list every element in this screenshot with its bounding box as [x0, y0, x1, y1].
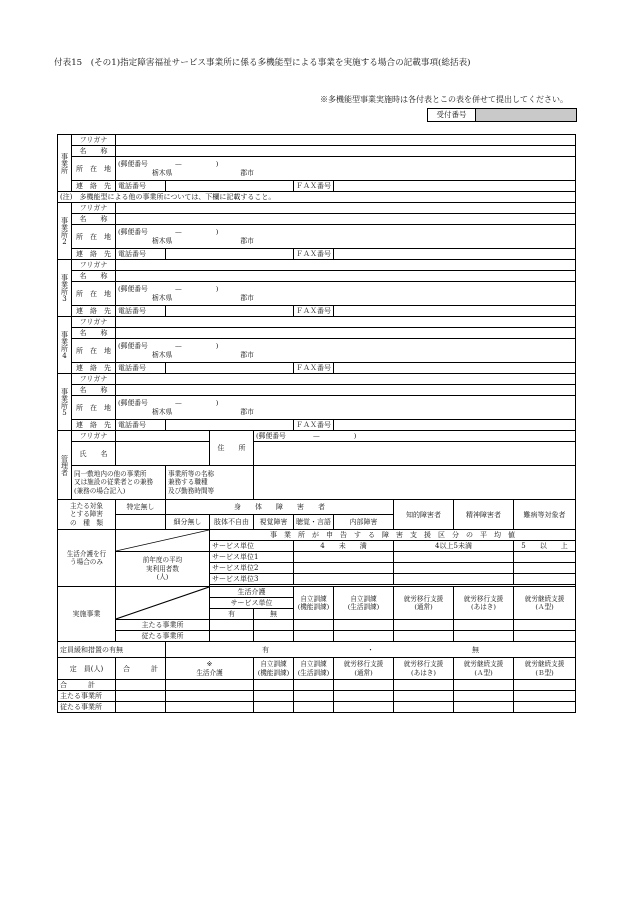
furigana-field[interactable]	[116, 203, 576, 214]
capacity-row	[58, 691, 576, 702]
name-field[interactable]	[116, 146, 576, 157]
manager-row-furigana	[58, 431, 576, 442]
living-care-label-1: 生活介護を行	[66, 549, 107, 558]
manager-label: 管理者	[58, 431, 72, 500]
manager-name-field[interactable]	[116, 442, 210, 466]
office-label: 事業所3	[58, 260, 72, 317]
capacity-field[interactable]	[294, 702, 334, 713]
project-col-line-2: (Ａ型)	[535, 603, 554, 611]
capacity-field[interactable]	[514, 680, 576, 691]
location-field[interactable]	[116, 339, 576, 363]
support-avg-heading: 事 業 所 が 申 告 す る 障 害 支 援 区 分 の 平 均 値	[210, 530, 576, 541]
location-label: 所 在 地	[72, 225, 116, 249]
city-text: 郡市	[240, 236, 254, 245]
capacity-field[interactable]	[116, 702, 166, 713]
projects-row-sub	[58, 631, 576, 642]
relaxation-label: 定員緩和措置の有無	[58, 642, 166, 658]
capacity-col-line-2: (通常)	[354, 668, 373, 677]
furigana-field[interactable]	[116, 260, 576, 271]
postal-code-text: (郵便番号 — )	[118, 159, 219, 168]
postal-code-text: (郵便番号 — )	[118, 284, 219, 293]
no-field[interactable]	[254, 631, 294, 642]
capacity-row-label: 合 計	[58, 680, 116, 691]
office-row-name	[58, 328, 576, 339]
capacity-field[interactable]	[294, 691, 334, 702]
fax-field[interactable]	[334, 181, 576, 192]
capacity-col-label	[514, 658, 576, 680]
concurrent-sub-label	[166, 466, 254, 500]
project-col-line-1: 自立訓練	[350, 594, 377, 603]
office-row-furigana	[58, 135, 576, 146]
concurrent-label	[72, 466, 166, 500]
disability-row-1	[58, 500, 576, 515]
manager-furigana-label: フリガナ	[72, 431, 116, 442]
physical-none-label: 細分無し	[166, 515, 210, 530]
name-field[interactable]	[116, 328, 576, 339]
manager-address-label: 住 所	[210, 431, 254, 466]
office-label: 事業所5	[58, 374, 72, 431]
location-label: 所 在 地	[72, 339, 116, 363]
avg-4-to-5: 4以上5未満	[394, 541, 514, 552]
fax-field[interactable]	[334, 249, 576, 260]
office-row-furigana	[58, 260, 576, 271]
relaxation-yes[interactable]: 有	[262, 645, 270, 654]
capacity-total-label: 合 計	[116, 658, 166, 680]
capacity-field[interactable]	[166, 680, 254, 691]
unit-field-4-to-5[interactable]	[394, 552, 514, 563]
living-care-diagonal	[116, 530, 210, 552]
project-col-label	[334, 587, 394, 620]
fax-label: ＦＡＸ番号	[294, 181, 334, 192]
project-col-label	[454, 587, 514, 620]
unit-field-4-to-5[interactable]	[394, 563, 514, 574]
location-field[interactable]	[116, 225, 576, 249]
capacity-col-line-2: (Ａ型)	[474, 668, 493, 677]
furigana-field[interactable]	[116, 374, 576, 385]
relaxation-row	[58, 642, 576, 658]
postal-code-text: (郵便番号 — )	[118, 398, 219, 407]
manager-postal-field[interactable]: (郵便番号 — )	[254, 431, 576, 442]
capacity-field[interactable]	[116, 680, 166, 691]
office-row-name	[58, 385, 576, 396]
name-label: 名 称	[72, 328, 116, 339]
city-text: 郡市	[240, 407, 254, 416]
contact-label: 連 絡 先	[72, 306, 116, 317]
capacity-col-label	[294, 658, 334, 680]
location-label: 所 在 地	[72, 157, 116, 181]
capacity-field[interactable]	[454, 702, 514, 713]
capacity-field[interactable]	[166, 702, 254, 713]
main-office-label: 主たる事業所	[116, 620, 210, 631]
furigana-label: フリガナ	[72, 260, 116, 271]
city-text: 郡市	[240, 293, 254, 302]
yes-field[interactable]	[210, 620, 254, 631]
office-row-furigana	[58, 203, 576, 214]
capacity-field[interactable]	[334, 702, 394, 713]
capacity-col-line-1: 就労移行支援	[403, 660, 444, 668]
living-care-label	[58, 530, 116, 587]
furigana-field[interactable]	[116, 317, 576, 328]
no-field[interactable]	[254, 620, 294, 631]
project-col-line-2: (機能訓練)	[297, 603, 330, 611]
contact-label: 連 絡 先	[72, 420, 116, 431]
office-label: 事業所2	[58, 203, 72, 260]
projects-row-main	[58, 620, 576, 631]
capacity-field[interactable]	[294, 680, 334, 691]
location-label: 所 在 地	[72, 396, 116, 420]
physical-disability-label: 身 体 障 害 者	[166, 500, 394, 515]
office-row-name	[58, 271, 576, 282]
no-label: 無	[254, 609, 294, 620]
office-label: 事業所4	[58, 317, 72, 374]
office-row-name	[58, 146, 576, 157]
office-row-name	[58, 214, 576, 225]
city-text: 郡市	[240, 350, 254, 359]
multi-function-note: (注) 多機能型による他の事業所については、下欄に記載すること。	[58, 192, 576, 203]
furigana-label: フリガナ	[72, 203, 116, 214]
prev-year-line-2: 実利用者数	[146, 564, 179, 573]
capacity-field[interactable]	[394, 691, 454, 702]
capacity-col-line-2: (Ｂ型)	[535, 668, 554, 677]
project-field[interactable]	[294, 631, 334, 642]
capacity-field[interactable]	[254, 680, 294, 691]
location-field[interactable]	[116, 282, 576, 306]
capacity-col-label	[334, 658, 394, 680]
name-label: 名 称	[72, 271, 116, 282]
receipt-number-field[interactable]	[476, 109, 576, 121]
capacity-field[interactable]	[454, 691, 514, 702]
capacity-col-label	[454, 658, 514, 680]
furigana-field[interactable]	[116, 135, 576, 146]
no-specific-label: 特定無し	[116, 500, 166, 515]
fax-label: ＦＡＸ番号	[294, 249, 334, 260]
prefecture-text: 栃木県	[151, 407, 173, 416]
name-label: 名 称	[72, 214, 116, 225]
capacity-col-label	[254, 658, 294, 680]
office-row-furigana	[58, 374, 576, 385]
name-label: 名 称	[72, 146, 116, 157]
capacity-col-line-2: (機能訓練)	[257, 668, 290, 677]
capacity-row-label: 主たる事業所	[58, 691, 116, 702]
unit-field-over-5[interactable]	[514, 563, 576, 574]
office-row-contact	[58, 249, 576, 260]
yes-label: 有	[210, 609, 254, 620]
summary-form-table	[57, 134, 576, 713]
project-field[interactable]	[394, 631, 454, 642]
projects-diagonal	[116, 587, 210, 620]
concurrent-field[interactable]	[254, 466, 576, 500]
capacity-col-line-2: (あはき)	[411, 668, 436, 677]
living-care-label-2: う場合のみ	[70, 558, 103, 566]
disability-label-2: とする障害	[70, 510, 103, 519]
tel-field[interactable]	[166, 181, 294, 192]
yes-field[interactable]	[210, 631, 254, 642]
furigana-label: フリガナ	[72, 317, 116, 328]
disability-label-1: 主たる対象	[70, 501, 103, 510]
capacity-label: 定 員(人)	[58, 658, 116, 680]
project-col-line-1: 自立訓練	[300, 594, 327, 603]
concurrent-line-1: 同一敷地内の他の事業所	[74, 469, 147, 478]
capacity-field[interactable]	[334, 691, 394, 702]
sub-office-label: 従たる事業所	[116, 631, 210, 642]
furigana-label: フリガナ	[72, 135, 116, 146]
name-field[interactable]	[116, 385, 576, 396]
manager-name-label: 氏 名	[72, 442, 116, 466]
service-unit-name: サービス単位2	[210, 563, 294, 574]
name-field[interactable]	[116, 271, 576, 282]
project-field[interactable]	[514, 620, 576, 631]
diagonal-line	[116, 587, 209, 619]
project-col-line-1: 就労移行支援	[403, 594, 444, 603]
project-col-line-1: 就労継続支援	[524, 594, 565, 603]
tel-label: 電話番号	[116, 181, 166, 192]
living-care-col-label: 生活介護	[210, 587, 294, 598]
form-title: 付表15 (その1)指定障害福祉サービス事業所に係る多機能型による事業を実施する場合の記載事項(総括表)	[54, 58, 471, 68]
capacity-field[interactable]	[334, 680, 394, 691]
office-label: 事業所	[58, 135, 72, 192]
unit-field-over-5[interactable]	[514, 574, 576, 585]
location-label: 所 在 地	[72, 282, 116, 306]
capacity-note-mark: ※	[206, 660, 213, 668]
manager-address-field[interactable]	[254, 442, 576, 466]
capacity-field[interactable]	[454, 680, 514, 691]
submission-note: ※多機能型事業実施時は各付表とこの表を併せて提出してください。	[320, 95, 568, 104]
fax-field[interactable]	[334, 420, 576, 431]
office-row-contact	[58, 306, 576, 317]
receipt-number-label: 受付番号	[428, 109, 476, 121]
postal-code-text: (郵便番号 — )	[118, 227, 219, 236]
intellectual-label: 知的障害者	[394, 500, 454, 530]
hearing-label: 聴覚・言語	[294, 515, 334, 530]
fax-label: ＦＡＸ番号	[294, 420, 334, 431]
furigana-label: フリガナ	[72, 374, 116, 385]
role-label-1: 兼務する職種	[168, 478, 208, 487]
service-unit-name: サービス単位1	[210, 552, 294, 563]
capacity-col-line-1: 就労継続支援	[463, 660, 504, 668]
disability-label	[58, 500, 116, 530]
manager-row-name	[58, 442, 576, 466]
project-col-line-2: (生活訓練)	[347, 603, 380, 611]
capacity-field[interactable]	[394, 702, 454, 713]
project-field[interactable]	[334, 631, 394, 642]
capacity-living-care-label	[166, 658, 254, 680]
capacity-field[interactable]	[116, 691, 166, 702]
capacity-col-line-1: 就労継続支援	[524, 660, 565, 668]
capacity-field[interactable]	[166, 691, 254, 702]
capacity-row	[58, 680, 576, 691]
tel-field[interactable]	[166, 249, 294, 260]
limb-label: 肢体不自由	[210, 515, 254, 530]
living-care-unit-row	[58, 552, 576, 563]
mental-label: 精神障害者	[454, 500, 514, 530]
capacity-row	[58, 702, 576, 713]
office-row-furigana	[58, 317, 576, 328]
capacity-living-care-text: 生活介護	[196, 668, 223, 677]
relaxation-separator: ・	[367, 645, 375, 654]
relaxation-no[interactable]: 無	[472, 645, 480, 654]
tel-field[interactable]	[166, 420, 294, 431]
unit-field-under-4[interactable]	[294, 574, 394, 585]
project-field[interactable]	[334, 620, 394, 631]
tel-label: 電話番号	[116, 420, 166, 431]
capacity-field[interactable]	[254, 702, 294, 713]
project-field[interactable]	[454, 631, 514, 642]
city-text: 郡市	[240, 168, 254, 177]
unit-field-over-5[interactable]	[514, 552, 576, 563]
tel-label: 電話番号	[116, 363, 166, 374]
capacity-col-line-2: (生活訓練)	[297, 668, 330, 677]
contact-label: 連 絡 先	[72, 181, 116, 192]
unit-field-4-to-5[interactable]	[394, 574, 514, 585]
no-specific-field[interactable]	[116, 515, 166, 530]
contact-label: 連 絡 先	[72, 249, 116, 260]
prev-year-line-3: (人)	[156, 573, 169, 582]
form-body	[58, 135, 576, 713]
project-col-label	[514, 587, 576, 620]
disability-label-3: の 種 類	[70, 518, 103, 527]
capacity-row-head	[58, 658, 576, 680]
intractable-label: 難病等対象者	[514, 500, 576, 530]
relaxation-options[interactable]	[166, 642, 576, 658]
capacity-col-line-1: 就労移行支援	[343, 660, 384, 668]
tel-field[interactable]	[166, 306, 294, 317]
project-col-line-1: 就労移行支援	[463, 594, 504, 603]
project-field[interactable]	[514, 631, 576, 642]
project-col-line-2: (あはき)	[471, 603, 496, 611]
prefecture-text: 栃木県	[151, 236, 173, 245]
concurrent-line-3: (兼務の場合記入)	[74, 486, 126, 495]
projects-row-head	[58, 587, 576, 598]
service-unit-label: サービス単位	[210, 541, 294, 552]
capacity-row-label: 従たる事業所	[58, 702, 116, 713]
manager-row-concurrent	[58, 466, 576, 500]
project-field[interactable]	[454, 620, 514, 631]
office-row-contact	[58, 420, 576, 431]
project-service-unit-label: サービス単位	[210, 598, 294, 609]
project-col-label	[294, 587, 334, 620]
location-field[interactable]	[116, 396, 576, 420]
service-unit-name: サービス単位3	[210, 574, 294, 585]
project-col-line-2: (通常)	[414, 603, 433, 611]
fax-label: ＦＡＸ番号	[294, 306, 334, 317]
prev-year-users-label	[116, 552, 210, 587]
internal-label: 内部障害	[334, 515, 394, 530]
name-label: 名 称	[72, 385, 116, 396]
receipt-number-box	[427, 108, 577, 122]
unit-field-under-4[interactable]	[294, 563, 394, 574]
living-care-row-head	[58, 530, 576, 541]
prefecture-text: 栃木県	[151, 350, 173, 359]
postal-code-text: (郵便番号 — )	[118, 341, 219, 350]
unit-field-under-4[interactable]	[294, 552, 394, 563]
tel-field[interactable]	[166, 363, 294, 374]
name-field[interactable]	[116, 214, 576, 225]
diagonal-line	[116, 530, 209, 551]
tel-label: 電話番号	[116, 306, 166, 317]
prev-year-line-1: 前年度の平均	[142, 556, 183, 565]
avg-under-4: 4 未 満	[294, 541, 394, 552]
fax-label: ＦＡＸ番号	[294, 363, 334, 374]
capacity-field[interactable]	[514, 691, 576, 702]
project-field[interactable]	[294, 620, 334, 631]
manager-furigana-field[interactable]	[116, 431, 210, 442]
capacity-field[interactable]	[514, 702, 576, 713]
office-name-label: 事業所等の名称	[168, 469, 215, 478]
office-row-contact	[58, 181, 576, 192]
capacity-col-line-1: 自立訓練	[300, 660, 327, 668]
avg-over-5: 5 以 上	[514, 541, 576, 552]
contact-label: 連 絡 先	[72, 363, 116, 374]
capacity-field[interactable]	[254, 691, 294, 702]
project-field[interactable]	[394, 620, 454, 631]
fax-field[interactable]	[334, 306, 576, 317]
capacity-col-label	[394, 658, 454, 680]
tel-label: 電話番号	[116, 249, 166, 260]
location-field[interactable]	[116, 157, 576, 181]
role-label-2: 及び勤務時間等	[168, 486, 215, 495]
office-row-contact	[58, 363, 576, 374]
project-col-label	[394, 587, 454, 620]
prefecture-text: 栃木県	[151, 293, 173, 302]
multi-function-note-row	[58, 192, 576, 203]
fax-field[interactable]	[334, 363, 576, 374]
projects-label: 実施事業	[58, 587, 116, 642]
capacity-field[interactable]	[394, 680, 454, 691]
prefecture-text: 栃木県	[151, 168, 173, 177]
capacity-col-line-1: 自立訓練	[260, 660, 287, 668]
visual-label: 視覚障害	[254, 515, 294, 530]
concurrent-line-2: 又は施設の従業者との兼務	[74, 478, 154, 487]
